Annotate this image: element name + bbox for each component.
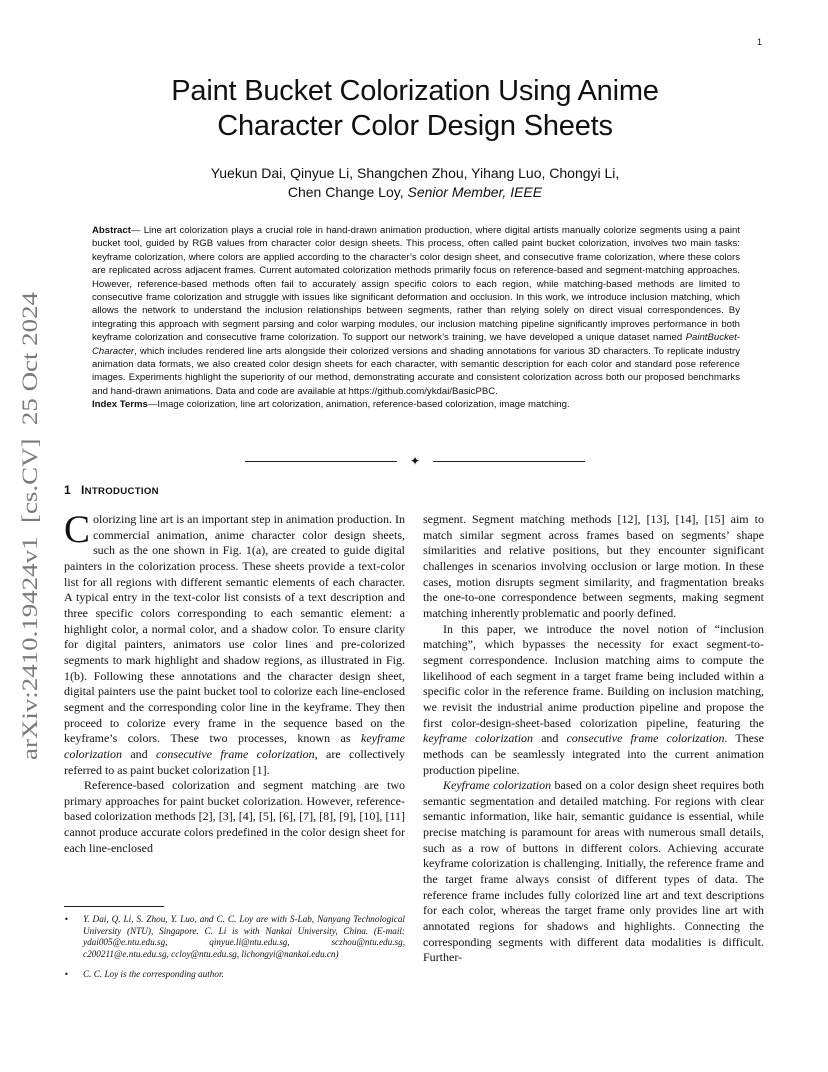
- right-paragraph-1: segment. Segment matching methods [12], [13], [14], [15] aim to match similar segment across frames based on segments’ shape similarities and relative positions, but they encounter significant challenges in scenarios involving occlusion or large motion. In these cases, motion disrupts segment similarity, and fragmentation breaks the one-to-one correspondence between segments, making segment matching inherently problematic and poorly defined.: [423, 512, 764, 620]
- abstract-dataset-name: PaintBucket-Character: [92, 332, 740, 357]
- intro-p1-mid: and: [122, 746, 157, 761]
- section-title-rest: NTRODUCTION: [84, 486, 159, 497]
- right-p2-text: In this paper, we introduce the novel notion of “inclusion matching”, which bypasses the necessity for exact segment-to-segment correspondence. Inclusion matching aims to compute the likelihood of each segment in a target frame being included within a specific color in the reference frame. Building on inclusion matching, we revisit the industrial anime production pipeline and propose the first color-design-sheet-based colorization pipeline, featuring the: [423, 621, 764, 730]
- footnote-rule: [64, 906, 164, 907]
- abstract-paragraph: [92, 224, 740, 398]
- authors-line-2-suffix: Senior Member, IEEE: [407, 184, 543, 200]
- section-first-letter: I: [80, 483, 85, 497]
- right-paragraph-2: [423, 622, 764, 779]
- footnote-item: [64, 969, 405, 981]
- abstract-text-1: — Line art colorization plays a crucial role in hand-drawn animation production, where digital artists manually colorize segments using a paint bucket tool, guided by RGB values from character color design sheets. This process, often called paint bucket colorization, involves two main tasks: keyframe colorization, where colors are applied according to the character’s color design sheet, and consecutive frame colorization, where these colors are replicated across adjacent frames. Current automated colorization methods primarily focus on reference-based and segment-matching approaches. However, reference-based methods often fail to accurately assign specific colors to each region, while matching-based methods are limited to consecutive frame colorization and struggle with issues like significant deformation and occlusion. In this work, we introduce inclusion matching, which allows the network to understand the inclusion relationships between segments, rather than relying solely on direct visual correspondences. By integrating this approach with segment parsing and color warping modules, our inclusion matching pipeline significantly improves performance in both keyframe colorization and consecutive frame colorization. To support our network’s training, we have developed a unique dataset named: [92, 225, 740, 344]
- right-p3-em: Keyframe colorization: [443, 778, 552, 793]
- section-divider: [245, 455, 585, 467]
- divider-line-left: [245, 461, 397, 462]
- section-number: 1: [64, 483, 71, 497]
- right-p3-text: based on a color design sheet requires both semantic segmentation and detailed matching. For regions with clear semantic information, like hair, semantic guidance is essential, while precise matching is paramount for areas with numerous small details, such as a row of buttons in different colors. Achieving accurate keyframe colorization is challenging. Initially, the reference frame and the target frame always consist of different types of data. The reference frame includes fully colorized line art and text descriptions for each color, whereas the target frame only provides line art with annotated regions for shadows and highlights. Connecting the corresponding segments with different data modalities is difficult. Further-: [423, 778, 764, 965]
- arxiv-side-stamp: [8, 290, 44, 760]
- right-p2-mid: and: [533, 731, 567, 746]
- divider-line-right: [433, 461, 585, 462]
- intro-paragraph-2: Reference-based colorization and segment matching are two primary approaches for paint bucket colorization. However, reference-based colorization methods [2], [3], [4], [5], [6], [7], [8], [9], [10], [11] cannot produce accurate colors predefined in the color design sheet for each line-enclosed: [64, 778, 405, 855]
- intro-p1-em-2: consecutive frame colorization: [156, 746, 315, 761]
- title-line-2: Character Color Design Sheets: [217, 110, 613, 142]
- right-p2-em-1: keyframe colorization: [423, 731, 534, 746]
- footnote-text-2: C. C. Loy is the corresponding author.: [83, 969, 224, 980]
- intro-paragraph-1: [64, 508, 405, 778]
- footnote-item: [64, 914, 405, 960]
- authors-line-2: [90, 183, 740, 202]
- author-list: [90, 164, 740, 202]
- footnote-bullet-icon: •: [64, 915, 69, 924]
- abstract-text-2: , which includes rendered line arts alongside their colorized versions and shading annotations for various 3D characters. To replicate industry animation data formats, we also created color design sheets for each character, with semantic description for each color and standard pose reference images. Experiments highlight the superiority of our method, demonstrating accurate and consistent colorization across both our proposed benchmarks and hand-drawn animations. Data and code are available at https://github.com/ykdai/BasicPBC.: [92, 345, 740, 397]
- intro-p1-text: olorizing line art is an important step in animation production. In commercial animation, anime character color design sheets, such as the one shown in Fig. 1(a), are created to guide digital painters in the colorization process. These sheets provide a text-color list for all regions with different semantic elements of each character. A typical entry in the text-color list consists of a text description and three specific colors corresponding to each semantic element: a highlight color, a normal color, and a shadow color. To ensure clarity for digital painters, animators use color lines and pre-colorized segments to mark highlight and shadow regions, as illustrated in Fig. 1(b). Following these annotations and the character design sheet, digital painters use the paint bucket tool to colorize each line-enclosed segment and the corresponding color line in the keyframe. They then proceed to colorize every frame in the sequence based on the keyframe’s colors. These two processes, known as: [64, 512, 405, 746]
- drop-cap: C: [64, 508, 91, 551]
- right-p2-em-2: consecutive frame colorization: [566, 731, 725, 746]
- authors-line-2-name: Chen Change Loy,: [287, 184, 408, 200]
- footnotes: [64, 914, 405, 990]
- right-column: [423, 512, 764, 966]
- intro-p1-end: , are collectively referred to as paint bucket colorization [1].: [64, 746, 405, 777]
- right-paragraph-3: [423, 778, 764, 966]
- page-number: 1: [757, 37, 763, 47]
- footnote-bullet-icon: •: [64, 970, 69, 980]
- intro-p1-em-1: keyframe colorization: [64, 731, 405, 761]
- left-column: [64, 508, 405, 856]
- arxiv-stamp-text: arXiv:2410.19424v1 [cs.CV] 25 Oct 2024: [17, 377, 42, 760]
- abstract-label: Abstract: [92, 225, 131, 236]
- section-heading-introduction: [64, 483, 159, 497]
- right-p2-end: . These methods can be seamlessly integrated into the current animation production pipeline.: [423, 731, 764, 777]
- index-terms: [92, 398, 740, 411]
- paper-title: [80, 74, 750, 144]
- footnote-text-1: Y. Dai, Q. Li, S. Zhou, Y. Luo, and C. C. Loy are with S-Lab, Nanyang Technological University (NTU), Singapore. C. Li is with Nankai University, China. (E-mail: ydai005@e.ntu.edu.sg, qinyue.li@ntu.edu.sg, sczhou@ntu.edu.sg, c200211@e.ntu.edu.sg, ccloy@ntu.edu.sg, lichongyi@nankai.edu.cn): [83, 914, 405, 959]
- index-terms-label: Index Terms: [92, 399, 148, 411]
- divider-star-icon: ✦: [409, 454, 421, 468]
- index-terms-text: —Image colorization, line art colorization, animation, reference-based colorization, image matching.: [147, 399, 570, 411]
- abstract-block: [92, 224, 740, 412]
- title-line-1: Paint Bucket Colorization Using Anime: [171, 75, 659, 107]
- authors-line-1: Yuekun Dai, Qinyue Li, Shangchen Zhou, Yihang Luo, Chongyi Li,: [210, 165, 620, 181]
